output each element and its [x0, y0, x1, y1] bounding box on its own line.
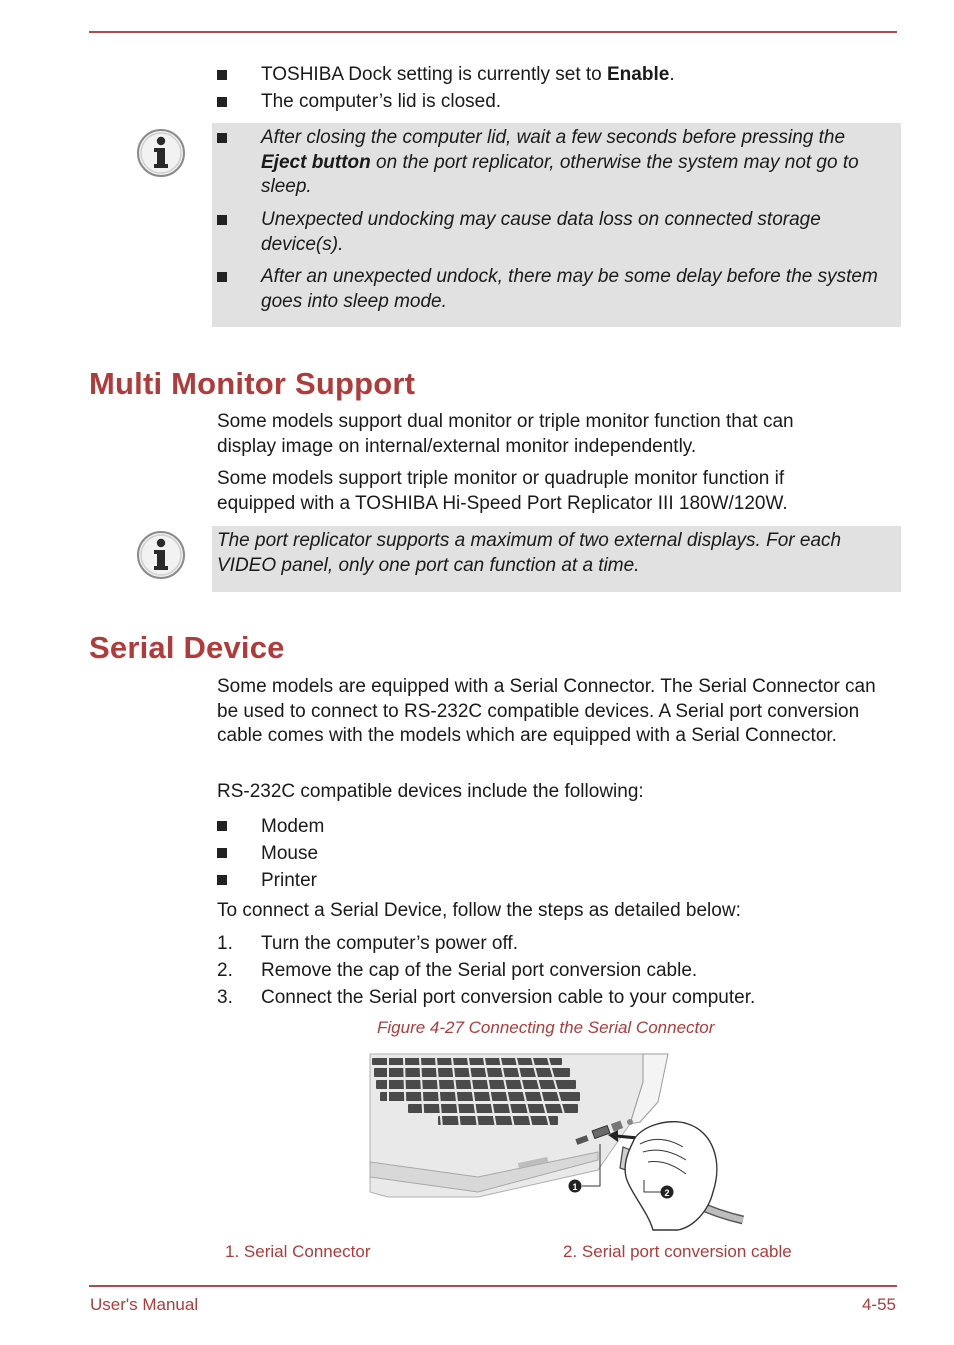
bullet-square-icon [217, 848, 227, 858]
footer-manual-title: User's Manual [90, 1295, 199, 1314]
footer-page-number: 4-55 [861, 1295, 896, 1314]
bullet-square-icon [217, 97, 227, 107]
bullet-square-icon [217, 215, 227, 225]
list-item [217, 867, 324, 894]
paragraph: Some models support triple monitor or quadruple monitor function if equipped with a TOSHIBA Hi-Speed Port Replicator III 180W/120W. [217, 468, 788, 514]
list-item [217, 813, 324, 840]
note-item [212, 208, 891, 257]
note-item [212, 126, 891, 200]
step-number: 2. [217, 960, 233, 981]
callout-2-number: 2 [664, 1188, 670, 1198]
section-heading: Multi Monitor Support [89, 366, 416, 401]
note-item [212, 265, 891, 314]
step-number: 1. [217, 933, 233, 954]
bullet-square-icon [217, 821, 227, 831]
note-text: After an unexpected undock, there may be some delay before the system goes into sleep mode. [261, 266, 878, 312]
figure-label-serial-connector: 1. Serial Connector [225, 1242, 371, 1261]
paragraph: Some models are equipped with a Serial Connector. The Serial Connector can be used to connect to RS-232C compatible devices. A Serial port conversion cable comes with the models which are equipped with a Serial Connector. [217, 676, 876, 746]
footer-rule [89, 1285, 897, 1287]
figure-label-conversion-cable: 2. Serial port conversion cable [563, 1242, 792, 1261]
note-bold: Eject button [261, 151, 371, 173]
bullet-square-icon [217, 875, 227, 885]
paragraph: To connect a Serial Device, follow the steps as detailed below: [217, 900, 741, 921]
step-text: Remove the cap of the Serial port conversion cable. [261, 960, 698, 981]
bullet-square-icon [217, 272, 227, 282]
list-item-text: Printer [261, 870, 317, 891]
list-item-suffix: . [669, 64, 675, 85]
device-list [217, 813, 324, 894]
figure-illustration [368, 1052, 748, 1232]
note-box [212, 526, 901, 592]
list-item-text: The computer’s lid is closed. [261, 90, 502, 112]
note-box [212, 123, 901, 327]
step-number: 3. [217, 987, 233, 1008]
list-item [217, 957, 755, 984]
list-item [217, 984, 755, 1011]
note-text: After closing the computer lid, wait a few seconds before pressing the [261, 127, 846, 148]
list-item [217, 90, 675, 115]
bullet-square-icon [217, 70, 227, 80]
note-text: Unexpected undocking may cause data loss on connected storage device(s). [261, 209, 821, 255]
list-item-text: Modem [261, 816, 325, 837]
bullet-square-icon [217, 133, 227, 143]
list-item [217, 930, 755, 957]
paragraph: Some models support dual monitor or triple monitor function that can display image on internal/external monitor independently. [217, 411, 794, 457]
figure-caption: Figure 4-27 Connecting the Serial Connector [377, 1018, 715, 1037]
step-text: Turn the computer’s power off. [261, 933, 518, 954]
list-item-text: TOSHIBA Dock setting is currently set to [261, 64, 607, 85]
note-text: The port replicator supports a maximum of two external displays. For each VIDEO panel, only one port can function at a time. [217, 530, 842, 576]
callout-1-number: 1 [572, 1182, 578, 1192]
list-item-bold: Enable [607, 64, 670, 85]
top-bullet-list [217, 63, 675, 114]
header-rule [89, 31, 897, 33]
list-item [217, 840, 324, 867]
list-item-text: Mouse [261, 843, 319, 864]
list-item [217, 63, 675, 88]
info-icon [136, 530, 186, 580]
info-icon [136, 128, 186, 178]
step-text: Connect the Serial port conversion cable to your computer. [261, 987, 756, 1008]
note-text: on the port replicator, otherwise the system may not go to sleep. [261, 151, 859, 197]
steps-list [217, 930, 755, 1011]
section-heading: Serial Device [89, 630, 285, 665]
paragraph: RS-232C compatible devices include the following: [217, 781, 644, 802]
